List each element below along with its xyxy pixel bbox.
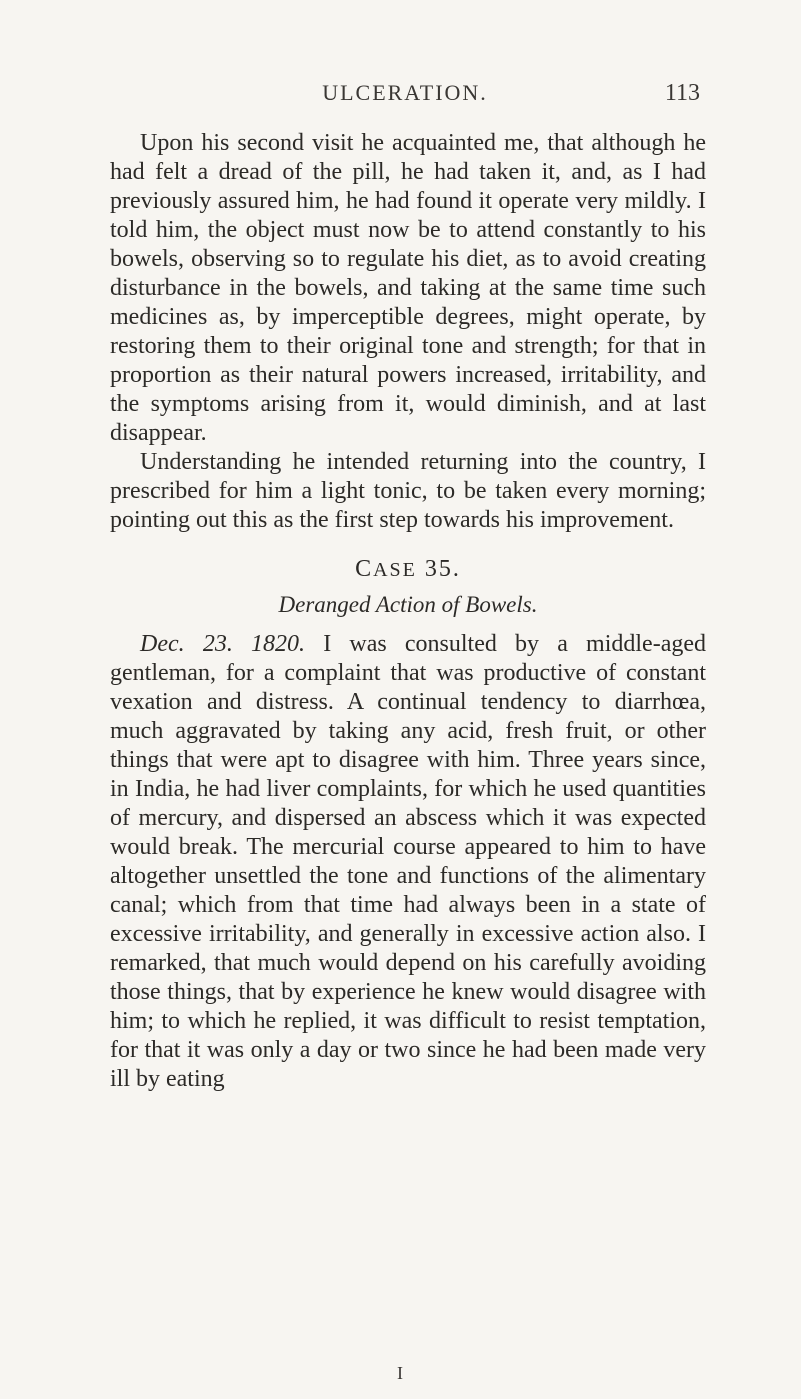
page-number: 113 [664, 80, 700, 106]
case-heading-rest: ASE [373, 559, 417, 581]
running-title: ULCERATION. [322, 80, 488, 105]
signature-mark: I [397, 1363, 403, 1383]
case-text: I was consulted by a middle-aged gentleman, for a complaint that was productive of constant vexation and distress. A continual tendency to diarrhœa, much aggravated by taking any acid, fresh fruit, or other things that were apt to disagree with him. Three years since, in India, he had liver complaints, for which he used quantities of mercury, and dispersed an abscess which it was expected would break. The mercurial course appeared to him to have altogether unsettled the tone and functions of the alimentary canal; which from that time had always been in a state of excessive irritability, and generally in excessive action also. I remarked, that much would depend on his carefully avoiding those things, that by experience he knew would disagree with him; to which he replied, it was difficult to resist temptation, for that it was only a day or two since he had been made very ill by eating [110, 631, 706, 1092]
case-date: Dec. 23. 1820. [140, 631, 305, 657]
paragraph-case [110, 630, 706, 1094]
case-heading-initial: C [355, 556, 374, 582]
running-head [110, 80, 700, 114]
paragraph-visit: Upon his second visit he acquainted me, that although he had felt a dread of the pill, he had taken it, and, as I had previously assured him, he had found it operate very mildly. I told him, the object must now be to attend constantly to his bowels, observing so to regulate his diet, as to avoid creating disturbance in the bowels, and taking at the same time such medicines as, by imperceptible degrees, might operate, by restoring them to their original tone and strength; for that in proportion as their natural powers increased, irritability, and the symptoms arising from it, would diminish, and at last disappear. [110, 130, 706, 446]
case-heading-number: 35. [424, 556, 461, 582]
text-block [110, 129, 706, 1094]
paragraph-tonic: Understanding he intended returning into the country, I prescribed for him a light tonic, to be taken every morning; pointing out this as the first step towards his improvement. [110, 449, 706, 533]
case-heading [110, 553, 706, 586]
case-subtitle: Deranged Action of Bowels. [278, 592, 538, 617]
